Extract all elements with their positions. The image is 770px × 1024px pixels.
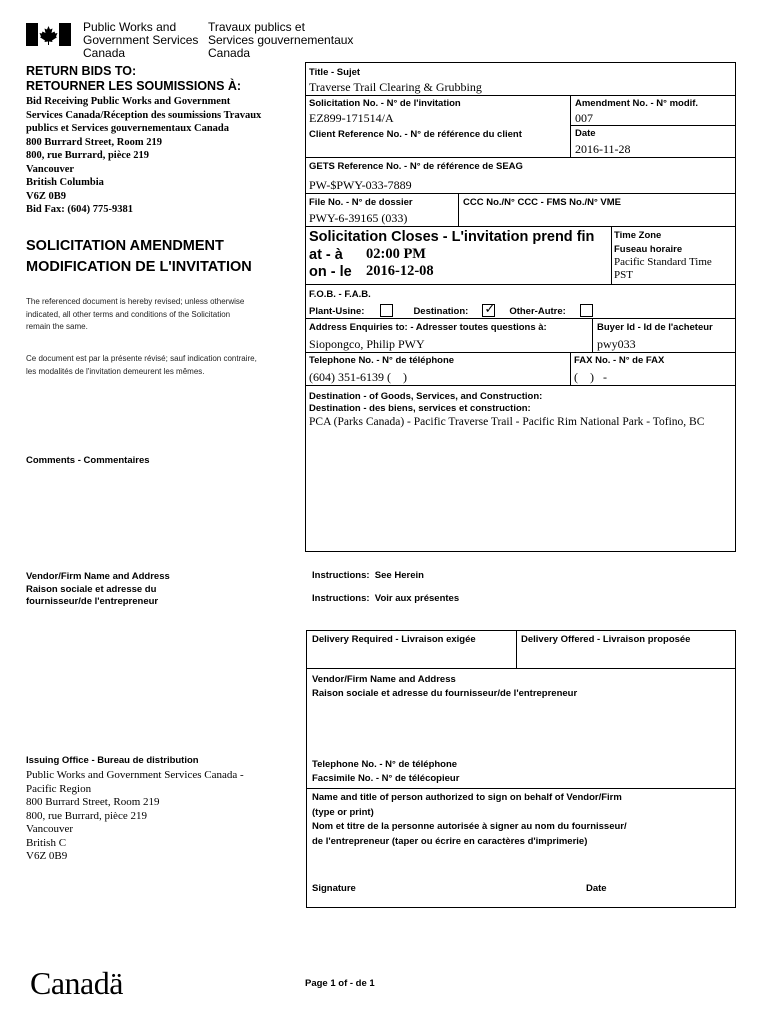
- plant-usine-label: Plant-Usine:: [309, 306, 365, 317]
- gets-reference-value: PW-$PWY-033-7889: [309, 178, 412, 192]
- other-autre-label: Other-Autre:: [509, 306, 566, 317]
- ccc-no-label: CCC No./N° CCC - FMS No./N° VME: [463, 197, 622, 208]
- rule: [592, 318, 593, 352]
- phone-label: Telephone No. - N° de téléphone: [309, 355, 455, 366]
- fob-label: F.O.B. - F.A.B.: [309, 289, 371, 300]
- title-value: Traverse Trail Clearing & Grubbing: [309, 80, 482, 94]
- return-bids-title: RETURN BIDS TO: RETOURNER LES SOUMISSIONS À:: [26, 64, 242, 93]
- rule: [306, 788, 736, 789]
- amendment-title: SOLICITATION AMENDMENT MODIFICATION DE L'INVITATION: [26, 238, 252, 275]
- buyer-id-label: Buyer Id - Id de l'acheteur: [597, 322, 713, 333]
- client-reference-label: Client Reference No. - N° de référence du client: [309, 129, 522, 140]
- file-no-label: File No. - N° de dossier: [309, 197, 413, 208]
- buyer-id-value: pwy033: [597, 337, 636, 351]
- plant-usine-checkbox[interactable]: [380, 304, 393, 317]
- destination-checkbox[interactable]: [482, 300, 496, 317]
- issuing-office-address: Public Works and Government Services Canada - Pacific Region 800 Burrard Street, Room 219 800, rue Burrard, pièce 219 Vancouver British C V6Z 0B9: [26, 769, 244, 862]
- vendor-firm-label: Vendor/Firm Name and Address Raison sociale et adresse du fournisseur/de l'entrepreneur: [26, 571, 170, 607]
- issuing-office-label: Issuing Office - Bureau de distribution: [26, 755, 199, 766]
- solicitation-no-label: Solicitation No. - N° de l'invitation: [309, 98, 461, 109]
- page-number: Page 1 of - de 1: [305, 978, 375, 989]
- date-signature-label: Date: [586, 883, 607, 894]
- checkmark-icon: ✓: [484, 300, 496, 316]
- vendor-name-address-label: Vendor/Firm Name and Address Raison sociale et adresse du fournisseur/de l'entrepreneur: [312, 674, 578, 699]
- other-autre-checkbox[interactable]: [580, 304, 593, 317]
- rule: [305, 157, 736, 158]
- vendor-facsimile-label: Facsimile No. - N° de télécopieur: [312, 773, 460, 784]
- time-zone-label: Time Zone Fuseau horaire: [614, 230, 683, 255]
- amendment-note-fr: Ce document est par la présente révisé; sauf indication contraire, les modalités de l'invitation demeurent les mêmes.: [26, 354, 257, 376]
- destination-label: Destination:: [413, 306, 469, 317]
- closing-time-value: 02:00 PM: [366, 246, 426, 262]
- fax-label: FAX No. - N° de FAX: [574, 355, 665, 366]
- gets-reference-label: GETS Reference No. - N° de référence de SEAG: [309, 161, 523, 172]
- comments-label: Comments - Commentaires: [26, 455, 150, 466]
- delivery-required-label: Delivery Required - Livraison exigée: [312, 634, 476, 645]
- rule: [458, 193, 459, 226]
- rule: [306, 668, 736, 669]
- amendment-note-en: The referenced document is hereby revised; unless otherwise indicated, all other terms and conditions of the Solicitation remain the same.: [26, 297, 245, 331]
- time-zone-value: Pacific Standard Time PST: [614, 256, 712, 281]
- rule: [305, 193, 736, 194]
- enquiries-label: Address Enquiries to: - Adresser toutes questions à:: [309, 322, 547, 333]
- rule: [305, 352, 736, 353]
- closing-date-label: on - le: [309, 264, 352, 280]
- solicitation-closes-title: Solicitation Closes - L'invitation prend fin: [309, 229, 595, 245]
- vendor-telephone-label: Telephone No. - N° de téléphone: [312, 759, 458, 770]
- solicitation-no-value: EZ899-171514/A: [309, 111, 394, 125]
- signature-label: Signature: [312, 883, 356, 894]
- rule: [305, 226, 736, 227]
- rule: [570, 125, 736, 126]
- date-value: 2016-11-28: [575, 142, 631, 156]
- department-name-fr: Travaux publics et Services gouvernementaux Canada: [208, 20, 354, 60]
- date-label: Date: [575, 128, 596, 139]
- department-name-en: Public Works and Government Services Canada: [83, 20, 199, 60]
- amendment-no-value: 007: [575, 111, 593, 125]
- enquiries-value: Siopongco, Philip PWY: [309, 337, 425, 351]
- rule: [305, 95, 736, 96]
- phone-value: (604) 351-6139 ( ): [309, 370, 407, 384]
- rule: [305, 284, 736, 285]
- rule: [516, 630, 517, 668]
- title-label: Title - Sujet: [309, 67, 361, 78]
- closing-time-label: at - à: [309, 247, 343, 263]
- rule: [570, 95, 571, 157]
- canada-flag-icon: [26, 23, 71, 46]
- return-bids-address: Bid Receiving Public Works and Government Services Canada/Réception des soumissions Travaux publics et Services gouvernementaux Canada 800 Burrard Street, Room 219 800, rue Burrard, pièce 219 Vancouver British Columbia V6Z 0B9 Bid Fax: (604) 775-9381: [26, 96, 262, 215]
- delivery-offered-label: Delivery Offered - Livraison proposée: [521, 634, 691, 645]
- instructions-en: Instructions: See Herein: [312, 570, 424, 581]
- canada-wordmark-logo: Canadä: [30, 965, 123, 1001]
- rule: [305, 385, 736, 386]
- rule: [611, 226, 612, 284]
- amendment-no-label: Amendment No. - N° modif.: [575, 98, 699, 109]
- destination-goods-value: PCA (Parks Canada) - Pacific Traverse Trail - Pacific Rim National Park - Tofino, BC: [309, 416, 705, 428]
- instructions-fr: Instructions: Voir aux présentes: [312, 593, 460, 604]
- fax-value: ( ) -: [574, 370, 607, 384]
- fob-options: [309, 301, 593, 319]
- destination-goods-label: Destination - of Goods, Services, and Construction: Destination - des biens, services et construction:: [309, 391, 543, 414]
- authorized-person-label: Name and title of person authorized to sign on behalf of Vendor/Firm (type or print) Nom et titre de la personne autorisée à signer au nom du fournisseur/ de l'entrepreneur (taper ou écrire en caractères d'imprimerie): [312, 792, 627, 847]
- rule: [570, 352, 571, 385]
- closing-date-value: 2016-12-08: [366, 263, 434, 279]
- file-no-value: PWY-6-39165 (033): [309, 211, 408, 225]
